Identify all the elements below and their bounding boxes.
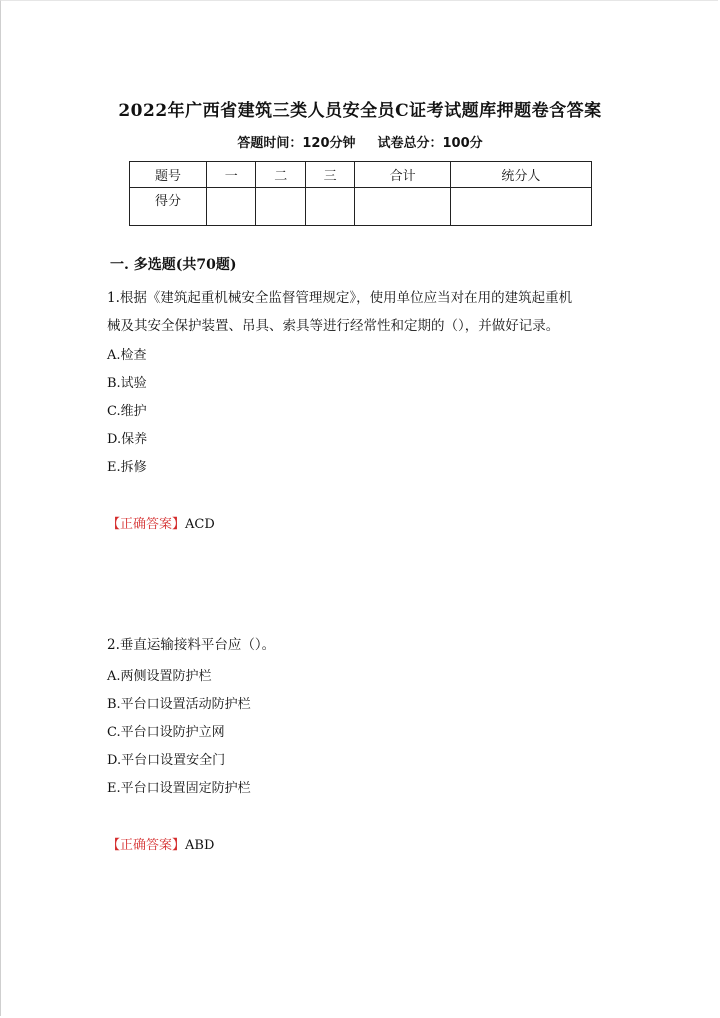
score-header-cell: 合计 <box>355 162 450 188</box>
question-2-text <box>107 631 627 659</box>
score-header-cell: 一 <box>207 162 256 188</box>
score-row-label: 得分 <box>130 188 207 226</box>
score-cell-empty <box>305 188 354 226</box>
question-1-option-e: E.拆修 <box>107 460 147 475</box>
score-table-header-row <box>130 162 592 188</box>
question-1-answer <box>107 513 215 532</box>
question-2-option-c: C.平台口设防护立网 <box>107 725 225 740</box>
question-1-option-b: B.试验 <box>107 376 147 391</box>
answer-value: ABD <box>185 838 215 853</box>
score-cell-empty <box>355 188 450 226</box>
score-cell-empty <box>207 188 256 226</box>
exam-time: 答题时间：120分钟 <box>237 136 356 151</box>
question-2-option-d: D.平台口设置安全门 <box>107 753 226 768</box>
question-2-answer <box>107 834 214 853</box>
score-cell-empty <box>256 188 305 226</box>
score-header-cell: 题号 <box>130 162 207 188</box>
question-1-option-a: A.检查 <box>107 348 147 363</box>
score-header-cell: 统分人 <box>450 162 591 188</box>
score-table-score-row <box>130 188 592 226</box>
question-2-option-e: E.平台口设置固定防护栏 <box>107 781 251 796</box>
section-title: 一. 多选题(共70题) <box>110 257 237 273</box>
exam-info <box>0 132 720 151</box>
score-cell-empty <box>450 188 591 226</box>
document-title: 2022年广西省建筑三类人员安全员C证考试题库押题卷含答案 <box>118 101 602 121</box>
score-header-cell: 二 <box>256 162 305 188</box>
answer-value: ACD <box>185 517 215 532</box>
question-1-line-2: 械及其安全保护装置、吊具、索具等进行经常性和定期的（），并做好记录。 <box>107 318 560 334</box>
answer-label: 【正确答案】 <box>107 838 186 853</box>
score-header-cell: 三 <box>305 162 354 188</box>
question-2-option-b: B.平台口设置活动防护栏 <box>107 697 251 712</box>
question-2-line-1: 2.垂直运输接料平台应（）。 <box>107 637 276 653</box>
question-1-line-1: 1.根据《建筑起重机械安全监督管理规定》，使用单位应当对在用的建筑起重机 <box>107 290 573 306</box>
question-2-option-a: A.两侧设置防护栏 <box>107 669 212 684</box>
score-table <box>129 161 592 226</box>
exam-total-score: 试卷总分：100分 <box>377 136 483 151</box>
question-1-text <box>107 284 627 340</box>
question-1-option-c: C.维护 <box>107 404 147 419</box>
answer-label: 【正确答案】 <box>107 517 186 532</box>
question-1-option-d: D.保养 <box>107 432 148 447</box>
